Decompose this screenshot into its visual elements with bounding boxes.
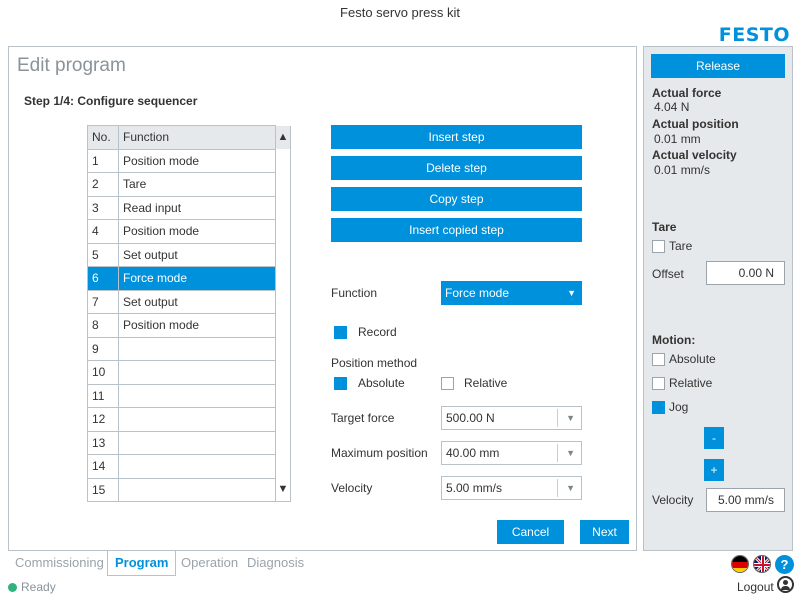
row-number: 8 [88,314,119,338]
motion-relative-label: Relative [669,376,713,390]
actual-position-value: 0.01 mm [654,132,701,146]
tare-heading: Tare [652,220,677,234]
copy-step-button[interactable]: Copy step [331,187,582,211]
chevron-down-icon: ▼ [567,288,576,298]
cancel-button[interactable]: Cancel [497,520,564,544]
row-function [119,337,276,361]
table-row[interactable] [88,196,291,220]
uk-flag-icon[interactable] [753,555,771,573]
row-function: Position mode [119,220,276,244]
row-number: 6 [88,267,119,291]
status-text: Ready [21,580,56,594]
target-force-field[interactable] [441,406,582,430]
row-function [119,455,276,479]
maximum-position-label: Maximum position [331,446,428,460]
scroll-track[interactable] [276,149,291,173]
actual-velocity-label: Actual velocity [652,148,737,162]
window-title: Festo servo press kit [340,5,460,20]
scroll-track[interactable] [276,314,291,338]
row-function [119,478,276,502]
row-function [119,384,276,408]
position-method-label: Position method [331,356,418,370]
row-number: 2 [88,173,119,197]
side-velocity-field[interactable]: 5.00 mm/s [706,488,785,512]
scroll-track[interactable] [276,173,291,197]
actual-velocity-value: 0.01 mm/s [654,163,711,177]
chevron-down-icon: ▼ [277,483,289,495]
tab-operation[interactable]: Operation [181,555,239,570]
actual-force-label: Actual force [652,86,722,100]
page-title: Edit program [17,55,126,76]
scroll-track[interactable] [276,267,291,291]
table-row[interactable] [88,243,291,267]
row-number: 13 [88,431,119,455]
motion-relative-checkbox[interactable] [652,377,665,390]
scroll-down-button[interactable] [276,478,291,502]
scroll-track[interactable] [276,431,291,455]
edit-program-panel [8,46,637,551]
motion-absolute-label: Absolute [669,352,716,366]
row-function: Tare [119,173,276,197]
row-number: 4 [88,220,119,244]
scroll-track[interactable] [276,361,291,385]
table-row[interactable] [88,220,291,244]
jog-minus-button[interactable]: - [704,427,724,449]
scroll-track[interactable] [276,455,291,479]
step-title: Step 1/4: Configure sequencer [24,94,198,108]
table-row[interactable] [88,361,291,385]
table-row[interactable] [88,478,291,502]
row-number: 15 [88,478,119,502]
row-number: 1 [88,149,119,173]
velocity-field[interactable] [441,476,582,500]
table-row[interactable] [88,173,291,197]
row-function: Read input [119,196,276,220]
target-force-value: 500.00 N [446,411,495,425]
motion-absolute-checkbox[interactable] [652,353,665,366]
tab-diagnosis[interactable]: Diagnosis [247,555,305,570]
status-side-panel [643,46,793,551]
row-number: 11 [88,384,119,408]
row-function: Position mode [119,149,276,173]
row-number: 3 [88,196,119,220]
row-function: Position mode [119,314,276,338]
relative-radio[interactable] [441,377,454,390]
uk-flag-graphic [754,556,771,573]
row-function: Set output [119,243,276,267]
motion-jog-label: Jog [669,400,689,414]
record-checkbox[interactable] [334,326,347,339]
function-select-value: Force mode [445,286,510,300]
row-number: 5 [88,243,119,267]
maximum-position-value: 40.00 mm [446,446,500,460]
status-indicator-icon [8,583,17,592]
side-velocity-label: Velocity [652,493,694,507]
row-function: Force mode [119,267,276,291]
motion-jog-checkbox[interactable] [652,401,665,414]
festo-logo: FESTO [718,24,790,46]
tab-program[interactable]: Program [115,555,169,570]
scroll-track[interactable] [276,408,291,432]
motion-heading: Motion: [652,333,696,347]
offset-field[interactable]: 0.00 N [706,261,785,285]
velocity-label: Velocity [331,481,373,495]
row-function [119,431,276,455]
actual-force-value: 4.04 N [654,100,690,114]
table-row[interactable] [88,314,291,338]
velocity-value: 5.00 mm/s [446,481,503,495]
scroll-track[interactable] [276,196,291,220]
absolute-label: Absolute [358,376,405,390]
table-row[interactable] [88,455,291,479]
table-row[interactable] [88,149,291,173]
table-row[interactable] [88,337,291,361]
release-button[interactable]: Release [651,54,785,78]
actual-position-label: Actual position [652,117,739,131]
tab-commissioning[interactable]: Commissioning [15,555,104,570]
record-label: Record [358,325,397,339]
delete-step-button[interactable]: Delete step [331,156,582,180]
row-function: Set output [119,290,276,314]
chevron-up-icon: ▲ [277,130,289,143]
table-row[interactable] [88,408,291,432]
tare-checkbox-label: Tare [669,239,693,253]
column-header-function: Function [119,126,276,150]
maximum-position-field[interactable] [441,441,582,465]
relative-label: Relative [464,376,508,390]
scroll-track[interactable] [276,337,291,361]
scroll-up-button[interactable] [276,126,291,150]
sequencer-table [87,125,291,502]
absolute-radio[interactable] [334,377,347,390]
table-row[interactable] [88,290,291,314]
scroll-track[interactable] [276,243,291,267]
german-flag-icon[interactable] [731,555,749,573]
scroll-track[interactable] [276,384,291,408]
column-header-no: No. [88,126,119,150]
row-number: 14 [88,455,119,479]
insert-step-button[interactable]: Insert step [331,125,582,149]
scroll-track[interactable] [276,220,291,244]
jog-plus-button[interactable]: + [704,459,724,481]
chevron-down-icon: ▼ [566,483,575,493]
row-number: 9 [88,337,119,361]
row-number: 10 [88,361,119,385]
tare-checkbox[interactable] [652,240,665,253]
insert-copied-step-button[interactable]: Insert copied step [331,218,582,242]
chevron-down-icon: ▼ [566,448,575,458]
offset-label: Offset [652,267,684,281]
function-label: Function [331,286,378,300]
row-function [119,408,276,432]
help-icon[interactable]: ? [775,555,794,574]
user-logout-icon[interactable] [777,576,794,593]
table-row[interactable] [88,384,291,408]
table-header-row [88,126,291,150]
scroll-track[interactable] [276,290,291,314]
target-force-label: Target force [331,411,395,425]
table-row[interactable] [88,267,291,291]
next-button[interactable]: Next [580,520,629,544]
table-row[interactable] [88,431,291,455]
chevron-down-icon: ▼ [566,413,575,423]
row-number: 12 [88,408,119,432]
row-function [119,361,276,385]
row-number: 7 [88,290,119,314]
function-select[interactable] [441,281,582,305]
logout-link[interactable]: Logout [737,580,774,594]
